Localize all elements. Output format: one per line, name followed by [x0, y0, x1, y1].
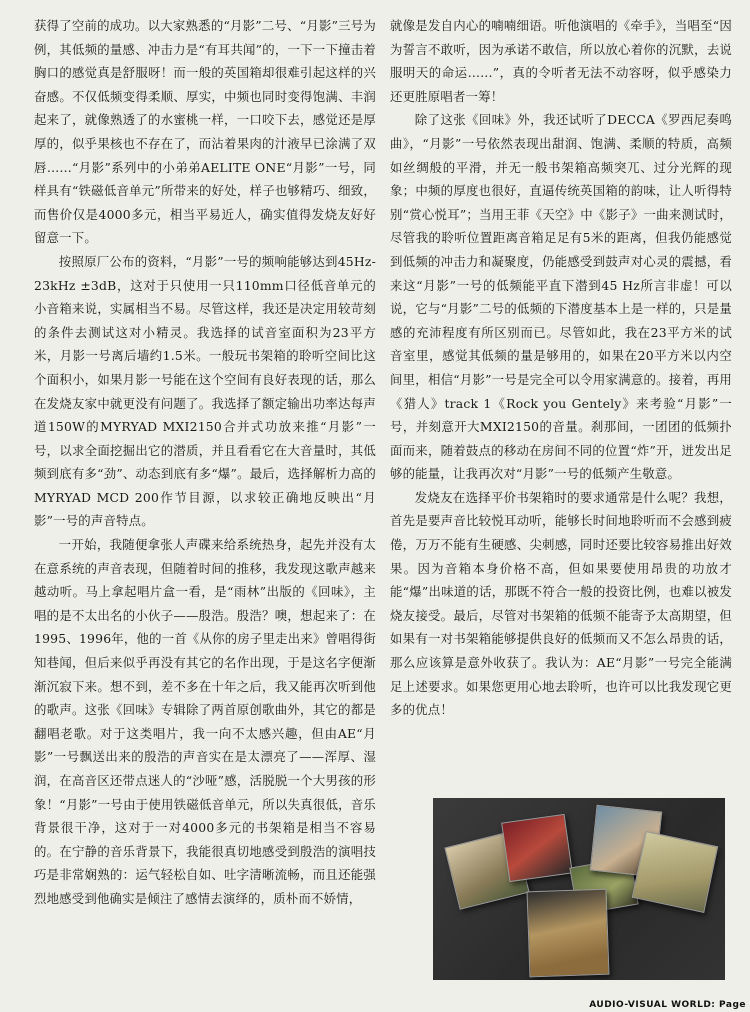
page-footer: AUDIO-VISUAL WORLD: Page [589, 1000, 746, 1010]
cd-cover [632, 831, 719, 913]
paragraph: 除了这张《回味》外，我还试听了DECCA《罗西尼奏鸣曲》，“月影”一号依然表现出甜润、饱满、柔顺的特质，高频如丝绸般的平滑，并无一般书架箱高频突兀、过分光辉的现象；中频的厚度也很好，直逼传统英国箱的韵味，让人听得特别“赏心悦耳”；当用王菲《天空》中《影子》一曲来测试时，尽管我的聆听位置距离音箱足足有5米的距离，但我仍能感觉到低频的冲击力和凝聚度，仍能感受到鼓声对心灵的震撼，看来这“月影”一号的低频能平直下潜到45 Hz所言非虚！可以说，它与“月影”二号的低频的下潜度基本上是一样的，只是量感的充沛程度有所区别而已。尽管如此，我在23平方米的试音室里，感觉其低频的量是够用的，如果在20平方米以内空间里，相信“月影”一号是完全可以令用家满意的。接着，再用《猎人》track 1《Rock you Gentely》来考验“月影”一号，并刻意开大MXI2150的音量。刹那间，一团团的低频扑面而来，随着鼓点的移动在房间不同的位置“炸”开，迸发出足够的能量，让我再次对“月影”一号的低频产生敬意。 [390, 112, 732, 482]
cd-cover [527, 889, 610, 978]
cd-cover [501, 814, 573, 882]
cd-albums-photo [433, 798, 725, 980]
article-left-column [34, 14, 376, 911]
paragraph: 获得了空前的成功。以大家熟悉的“月影”二号、“月影”三号为例，其低频的量感、冲击力是“有耳共闻”的，一下一下撞击着胸口的感觉真是舒服呀！而一般的英国箱却很难引起这样的兴奋感。不仅低频变得柔顺、厚实，中频也同时变得饱满、丰润起来了，就像熟透了的水蜜桃一样，一口咬下去，感觉还是厚厚的，似乎果核也不存在了，而沾着果肉的汁液早已涂满了双唇……“月影”系列中的小弟弟AELITE ONE“月影”一号，同样具有“铁磁低音单元”所带来的好处，样子也够精巧、细致，而售价仅是4000多元，相当平易近人，确实值得发烧友好好留意一下。 [34, 18, 376, 246]
paragraph: 按照原厂公布的资料，“月影”一号的频响能够达到45Hz-23kHz ±3dB，这对于只使用一只110mm口径低音单元的小音箱来说，实属相当不易。尽管这样，我还是决定用较苛刻的条件去测试这对小精灵。我选择的试音室面积为23平方米，月影一号离后墙约1.5米。一般玩书架箱的聆听空间比这个面积小，如果月影一号能在这个空间有良好表现的话，那么在发烧友家中就更没有问题了。我选择了额定输出功率达每声道150W的MYRYAD MXI2150合并式功放来推“月影”一号，以求全面挖掘出它的潜质，并且看看它在大音量时，其低频到底有多“劲”、动态到底有多“爆”。最后，选择解析力高的MYRYAD MCD 200作节目源，以求较正确地反映出“月影”一号的声音特点。 [34, 253, 376, 529]
paragraph: 一开始，我随便拿张人声碟来给系统热身，起先并没有太在意系统的声音表现，但随着时间的推移，我发现这歌声越来越动听。马上拿起唱片盒一看，是“雨林”出版的《回味》，主唱的是不太出名的小伙子——殷浩。殷浩？噢，想起来了：在1995、1996年，他的一首《从你的房子里走出来》曾唱得街知巷闻，但后来似乎再没有其它的名作出现，于是这名字便渐渐沉寂下来。想不到，差不多在十年之后，我又能再次听到他的歌声。这张《回味》专辑除了两首原创歌曲外，其它的都是翻唱老歌。对于这类唱片，我一向不太感兴趣，但由AE“月影”一号飘送出来的殷浩的声音实在是太漂亮了——浑厚、湿润，在高音区还带点迷人的“沙哑”感，活脱脱一个大男孩的形象！“月影”一号由于使用铁磁低音单元，所以失真很低，音乐背景很干净，这对于一对4000多元的书架箱是相当不容易的。在宁静的音乐背景下，我能很真切地感受到殷浩的演唱技巧是非常娴熟的：运气轻松自如、吐字清晰流畅，而且还能强烈地感受到他确实是倾注了感情去演绎的，质朴而不娇情， [34, 537, 376, 906]
paragraph: 就像是发自内心的喃喃细语。听他演唱的《牵手》，当唱至“因为誓言不敢听，因为承诺不敢信，所以放心着你的沉默，去说服明天的命运……”，真的令听者无法不动容呀，似乎感染力还更胜原唱者一筹！ [390, 18, 732, 104]
paragraph: 发烧友在选择平价书架箱时的要求通常是什么呢？我想，首先是要声音比较悦耳动听，能够长时间地聆听而不会感到疲倦，万万不能有生硬感、尖刺感，同时还要比较容易推出好效果。因为音箱本身价格不高，但如果要使用昂贵的功放才能“爆”出味道的话，那既不符合一般的投资比例，也难以被发烧友接受。最后，尽管对书架箱的低频不能寄予太高期望，但如果有一对书架箱能够提供良好的低频而又不怎么昂贵的话，那么应该算是意外收获了。我认为：AE“月影”一号完全能满足上述要求。如果您更用心地去聆听，也许可以比我发现它更多的优点！ [390, 489, 732, 718]
article-right-column [390, 14, 732, 722]
